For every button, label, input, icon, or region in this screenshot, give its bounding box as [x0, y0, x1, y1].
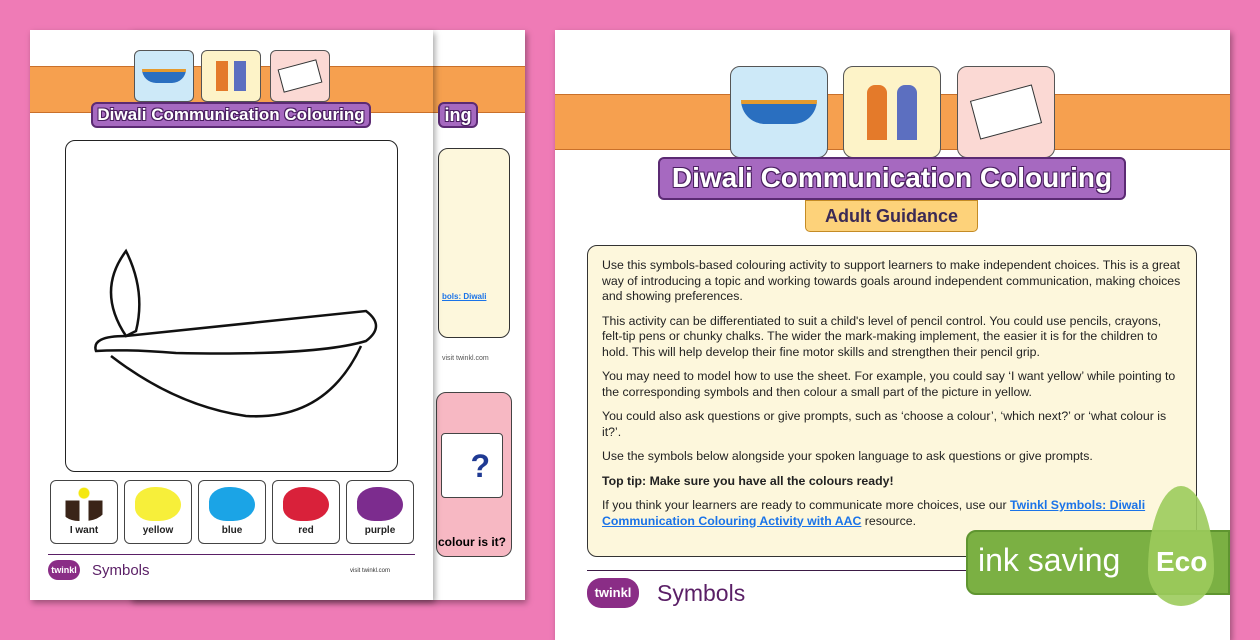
visit-text: visit twinkl.com	[442, 355, 489, 362]
back-page: ing bols: Diwali visit twinkl.com ? colour is it?	[130, 30, 525, 600]
guidance-text: resource.	[861, 513, 917, 528]
swatch-purple[interactable]	[346, 480, 414, 544]
paint-blob-icon	[283, 487, 329, 521]
swatch-label: purple	[364, 525, 396, 536]
symbols-logo: Symbols	[92, 562, 150, 579]
colouring-symbol-icon	[957, 66, 1055, 158]
guidance-paragraph: Use the symbols below alongside your spoken language to ask questions or give prompts.	[602, 449, 1093, 463]
colouring-symbol-icon	[270, 50, 330, 102]
ink-saving-text: ink saving	[978, 542, 1121, 578]
guidance-paragraph: Use this symbols-based colouring activity to support learners to make independent choices. This is a great way of introducing a topic and working towards goals around independent communication, making choices and showing preferences.	[602, 258, 1181, 303]
hands-icon	[61, 487, 107, 521]
swatch-label: blue	[221, 525, 243, 536]
symbols-logo: Symbols	[657, 580, 746, 606]
colouring-page	[30, 30, 433, 600]
swatch-yellow[interactable]	[124, 480, 192, 544]
eco-label: Eco	[1156, 546, 1208, 577]
communication-symbol-icon	[201, 50, 261, 102]
diya-symbol-icon	[134, 50, 194, 102]
resource-link-fragment[interactable]: bols: Diwali	[442, 292, 487, 301]
page-title-fragment: ing	[438, 102, 478, 128]
guidance-box	[587, 245, 1197, 557]
eco-ink-saving-badge	[966, 530, 1230, 595]
page-title: Diwali Communication Colouring	[91, 102, 371, 128]
diya-symbol-icon	[730, 66, 828, 158]
diya-outline-drawing	[65, 140, 398, 472]
paint-blob-icon	[209, 487, 255, 521]
guidance-text: If you think your learners are ready to communicate more choices, use our	[602, 498, 1011, 512]
twinkl-logo: twinkl	[48, 560, 80, 580]
adult-guidance-label: Adult Guidance	[805, 200, 978, 232]
page-title: Diwali Communication Colouring	[658, 157, 1126, 200]
swatch-label: I want	[69, 525, 99, 536]
question-text: colour is it?	[438, 535, 507, 549]
swatch-label: red	[298, 525, 314, 536]
swatch-label: yellow	[142, 525, 174, 536]
guidance-paragraph: This activity can be differentiated to suit a child's level of pencil control. You could use pencils, crayons, felt-tip pens or chunky chalks. The wider the mark-making implement, the easier it is for the children to hold. This will help develop their fine motor skills and strengthen their pencil grip.	[602, 313, 1162, 359]
guidance-paragraph: You may need to model how to use the sheet. For example, you could say ‘I want yellow’ while pointing to the corresponding symbols and then colour a small part of the picture in yellow.	[602, 369, 1176, 399]
swatch-I-want[interactable]	[50, 480, 118, 544]
top-tip: Top tip: Make sure you have all the colours ready!	[602, 473, 894, 488]
swatch-red[interactable]	[272, 480, 340, 544]
twinkl-logo: twinkl	[587, 578, 639, 608]
aac-resource-link[interactable]: Twinkl Symbols: Diwali Communication Colouring Activity with AAC	[602, 498, 1146, 528]
paint-blob-icon	[135, 487, 181, 521]
swatch-blue[interactable]	[198, 480, 266, 544]
communication-symbol-icon	[843, 66, 941, 158]
guidance-paragraph: You could also ask questions or give prompts, such as ‘choose a colour’, ‘which next?’ or ‘what colour is it?’.	[602, 409, 1167, 439]
visit-text: visit twinkl.com	[350, 568, 391, 574]
paint-blob-icon	[357, 487, 403, 521]
